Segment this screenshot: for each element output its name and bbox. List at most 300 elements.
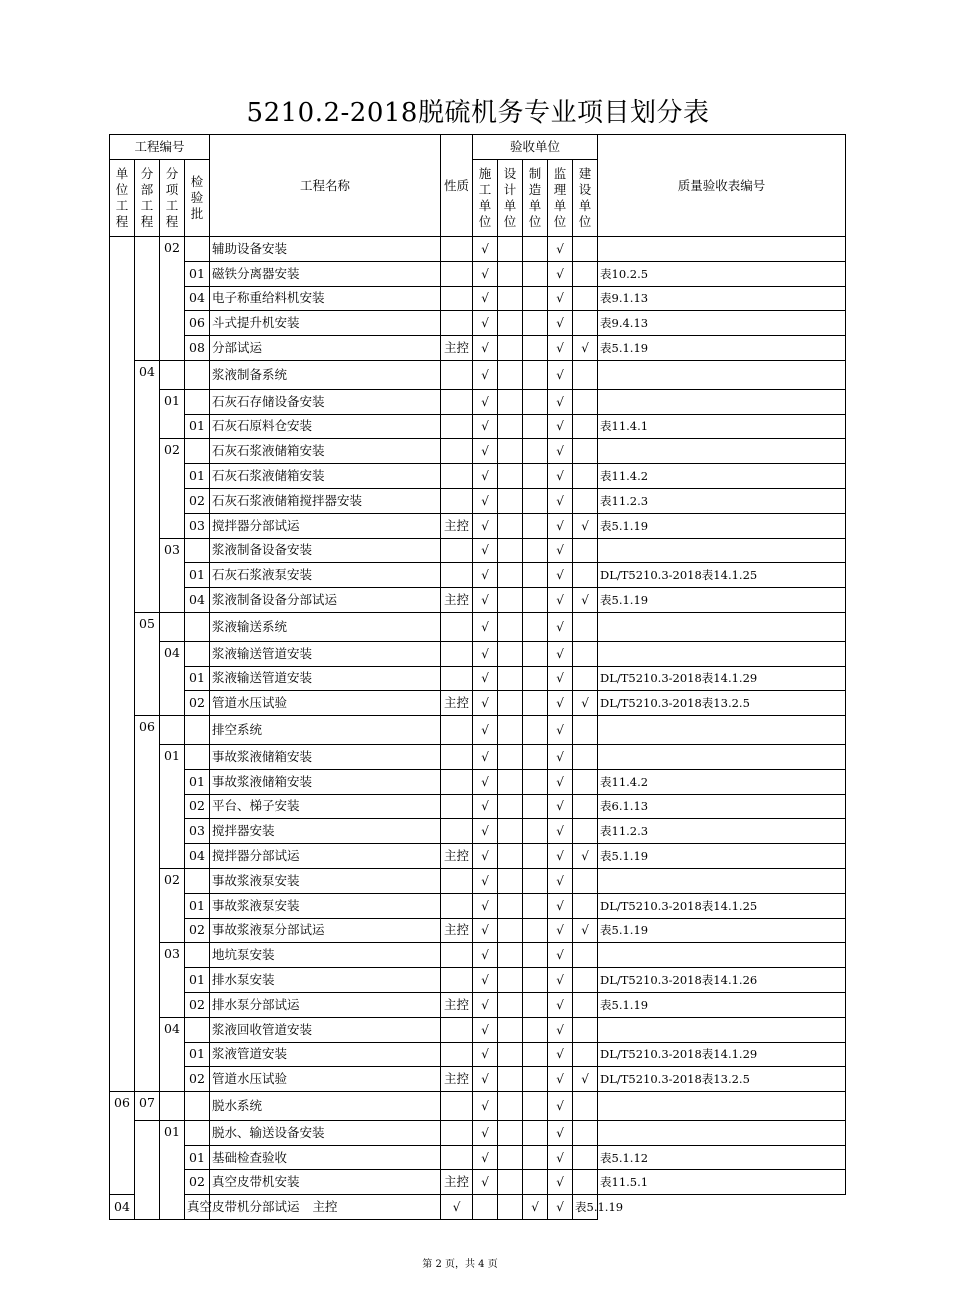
item-project-cell: 01 [160,744,185,868]
item-project-cell: 01 [160,389,185,439]
supervision-check-cell: √ [548,389,573,414]
table-row [110,563,846,588]
manufacture-check-cell [498,1195,523,1220]
form-no-cell [598,943,846,968]
supervision-check-cell: √ [548,1145,573,1170]
inspection-batch-cell: 02 [185,691,210,716]
table-row [110,893,846,918]
nature-cell [441,1120,473,1145]
manufacture-check-cell [523,389,548,414]
inspection-batch-cell: 04 [110,1195,135,1220]
owner-check-cell: √ [548,1195,573,1220]
inspection-batch-cell: 06 [185,311,210,336]
nature-cell: 主控 [441,513,473,538]
construction-check-cell: √ [473,464,498,489]
project-name-cell: 管道水压试验 [210,1067,441,1092]
item-project-cell [160,1092,185,1121]
construction-check-cell: √ [473,336,498,361]
table-row [110,488,846,513]
table-row [110,261,846,286]
construction-check-cell: √ [473,844,498,869]
nature-cell [441,819,473,844]
form-no-cell [598,612,846,641]
construction-check-cell: √ [473,414,498,439]
project-name-cell: 搅拌器安装 [210,819,441,844]
owner-check-cell [573,943,598,968]
project-name-cell: 排水泵分部试运 [210,992,441,1017]
table-row [110,1067,846,1092]
header-form-no: 质量验收表编号 [598,135,846,237]
manufacture-check-cell [523,1042,548,1067]
nature-cell: 主控 [441,918,473,943]
form-no-cell [598,1120,846,1145]
design-check-cell [498,439,523,464]
construction-check-cell: √ [473,513,498,538]
form-no-cell: DL/T5210.3-2018表13.2.5 [598,1067,846,1092]
design-check-cell [498,286,523,311]
construction-check-cell: √ [473,1120,498,1145]
project-name-cell: 事故浆液泵安装 [210,868,441,893]
form-no-cell: 表5.1.19 [598,992,846,1017]
nature-cell [441,1092,473,1121]
design-check-cell [498,1145,523,1170]
table-row [110,1120,846,1145]
supervision-check-cell: √ [548,819,573,844]
item-project-cell: 01 [160,1120,185,1219]
nature-cell [441,439,473,464]
nature-cell [441,666,473,691]
page-footer: 第 2 页，共 4 页 [422,1259,498,1270]
inspection-batch-cell [185,1120,210,1145]
header-code-group: 工程编号 [110,135,210,160]
nature-cell [441,868,473,893]
construction-check-cell: √ [473,744,498,769]
supervision-check-cell: √ [548,336,573,361]
owner-check-cell: √ [573,844,598,869]
owner-check-cell [573,666,598,691]
manufacture-check-cell [523,588,548,613]
supervision-check-cell: √ [548,992,573,1017]
header-sub-project: 分部工程 [135,160,160,237]
design-check-cell [498,588,523,613]
manufacture-check-cell [523,237,548,262]
construction-check-cell: √ [473,868,498,893]
table-row [110,389,846,414]
item-project-cell: 04 [160,1017,185,1091]
table-row [110,943,846,968]
project-name-cell: 基础检查验收 [210,1145,441,1170]
owner-check-cell [573,389,598,414]
unit-project-cell: 06 [110,1092,135,1195]
supervision-check-cell: √ [548,1017,573,1042]
table-row [110,286,846,311]
nature-cell [441,1145,473,1170]
nature-cell: 主控 [441,1170,473,1195]
supervision-check-cell: √ [548,918,573,943]
design-check-cell [498,513,523,538]
supervision-check-cell: √ [548,868,573,893]
project-name-cell: 石灰石浆液储箱搅拌器安装 [210,488,441,513]
supervision-check-cell: √ [548,744,573,769]
inspection-batch-cell [185,1092,210,1121]
design-check-cell [498,336,523,361]
item-project-cell: 04 [160,641,185,715]
nature-cell [441,744,473,769]
form-no-cell: 表5.1.19 [598,588,846,613]
inspection-batch-cell [185,716,210,745]
inspection-batch-cell: 01 [185,769,210,794]
design-check-cell [498,237,523,262]
project-name-cell: 浆液制备设备分部试运 [210,588,441,613]
design-check-cell [498,464,523,489]
project-name-cell: 平台、梯子安装 [210,794,441,819]
sub-project-cell: 04 [135,360,160,612]
nature-cell: 主控 [441,992,473,1017]
manufacture-check-cell [523,819,548,844]
supervision-check-cell: √ [548,666,573,691]
table-row [110,336,846,361]
form-no-cell [598,439,846,464]
design-check-cell [498,968,523,993]
project-name-cell: 石灰石存储设备安装 [210,389,441,414]
project-name-cell: 真空皮带机安装 [210,1170,441,1195]
construction-check-cell: √ [473,1067,498,1092]
manufacture-check-cell [523,488,548,513]
inspection-batch-cell: 01 [185,1145,210,1170]
nature-cell: 主控 [210,1195,441,1220]
owner-check-cell [573,744,598,769]
manufacture-check-cell [523,261,548,286]
sub-project-cell [135,237,160,361]
project-name-cell: 搅拌器分部试运 [210,844,441,869]
construction-check-cell: √ [473,563,498,588]
inspection-batch-cell: 04 [185,844,210,869]
supervision-check-cell: √ [548,1170,573,1195]
form-no-cell: 表11.2.3 [598,819,846,844]
design-check-cell [498,868,523,893]
form-no-cell: 表5.1.19 [598,844,846,869]
nature-cell [441,286,473,311]
table-row [110,844,846,869]
supervision-check-cell: √ [548,844,573,869]
table-row [110,918,846,943]
design-check-cell [498,360,523,389]
construction-check-cell: √ [473,237,498,262]
form-no-cell [598,744,846,769]
nature-cell [441,794,473,819]
project-name-cell: 斗式提升机安装 [210,311,441,336]
owner-check-cell [573,794,598,819]
table-row [110,968,846,993]
owner-check-cell [573,311,598,336]
header-project-name: 工程名称 [210,135,441,237]
construction-check-cell: √ [441,1195,473,1220]
design-check-cell [498,893,523,918]
inspection-batch-cell [185,641,210,666]
design-check-cell [498,744,523,769]
project-name-cell: 事故浆液泵安装 [210,893,441,918]
design-check-cell [498,844,523,869]
form-no-cell: 表5.1.19 [598,513,846,538]
inspection-batch-cell: 02 [185,918,210,943]
nature-cell [441,261,473,286]
project-name-cell: 辅助设备安装 [210,237,441,262]
manufacture-check-cell [523,691,548,716]
supervision-check-cell: √ [548,563,573,588]
design-check-cell [498,1017,523,1042]
design-check-cell [498,563,523,588]
owner-check-cell [573,1145,598,1170]
form-no-cell: DL/T5210.3-2018表14.1.25 [598,563,846,588]
manufacture-check-cell [523,1092,548,1121]
manufacture-check-cell [523,992,548,1017]
supervision-check-cell: √ [548,414,573,439]
header-supervision-unit: 监理单位 [548,160,573,237]
nature-cell [441,311,473,336]
construction-check-cell: √ [473,538,498,563]
form-no-cell: DL/T5210.3-2018表13.2.5 [598,691,846,716]
inspection-batch-cell [185,1017,210,1042]
owner-check-cell [573,716,598,745]
project-division-table [109,134,846,1220]
construction-check-cell: √ [473,992,498,1017]
project-name-cell: 浆液输送管道安装 [210,641,441,666]
supervision-check-cell: √ [548,1042,573,1067]
supervision-check-cell: √ [548,464,573,489]
design-check-cell [498,389,523,414]
supervision-check-cell: √ [548,794,573,819]
table-row [110,819,846,844]
construction-check-cell: √ [473,769,498,794]
supervision-check-cell: √ [548,261,573,286]
supervision-check-cell: √ [548,538,573,563]
inspection-batch-cell: 01 [185,563,210,588]
nature-cell: 主控 [441,1067,473,1092]
owner-check-cell [573,439,598,464]
owner-check-cell [573,464,598,489]
inspection-batch-cell: 02 [185,992,210,1017]
inspection-batch-cell [185,538,210,563]
supervision-check-cell: √ [548,691,573,716]
owner-check-cell [573,1017,598,1042]
manufacture-check-cell [523,513,548,538]
construction-check-cell: √ [473,918,498,943]
project-name-cell: 事故浆液储箱安装 [210,769,441,794]
manufacture-check-cell [523,1170,548,1195]
table-row [110,716,846,745]
supervision-check-cell: √ [548,237,573,262]
inspection-batch-cell: 01 [185,1042,210,1067]
form-no-cell: 表5.1.19 [573,1195,598,1220]
inspection-batch-cell [185,439,210,464]
table-row [110,1042,846,1067]
manufacture-check-cell [523,794,548,819]
item-project-cell [160,716,185,745]
project-name-cell: 浆液管道安装 [210,1042,441,1067]
header-unit-project: 单位工程 [110,160,135,237]
table-row [110,1170,846,1195]
form-no-cell [598,868,846,893]
form-no-cell: 表5.1.19 [598,918,846,943]
project-name-cell: 事故浆液泵分部试运 [210,918,441,943]
table-row [110,744,846,769]
unit-project-cell [110,237,135,1092]
nature-cell [441,360,473,389]
nature-cell [441,1017,473,1042]
nature-cell [441,893,473,918]
project-name-cell: 浆液输送系统 [210,612,441,641]
manufacture-check-cell [523,893,548,918]
project-name-cell: 搅拌器分部试运 [210,513,441,538]
owner-check-cell: √ [573,336,598,361]
nature-cell [441,538,473,563]
supervision-check-cell: √ [548,311,573,336]
construction-check-cell: √ [473,360,498,389]
supervision-check-cell: √ [548,1092,573,1121]
manufacture-check-cell [523,1120,548,1145]
form-no-cell [598,538,846,563]
form-no-cell: 表9.4.13 [598,311,846,336]
construction-check-cell: √ [473,488,498,513]
header-manufacture-unit: 制造单位 [523,160,548,237]
form-no-cell: 表10.2.5 [598,261,846,286]
form-no-cell: 表11.2.3 [598,488,846,513]
manufacture-check-cell [523,464,548,489]
manufacture-check-cell [523,336,548,361]
manufacture-check-cell [523,612,548,641]
item-project-cell [160,360,185,389]
table-row [110,691,846,716]
design-check-cell [498,1170,523,1195]
construction-check-cell: √ [473,261,498,286]
design-check-cell [498,1067,523,1092]
sub-project-cell: 06 [135,716,160,1092]
construction-check-cell: √ [473,389,498,414]
inspection-batch-cell [185,237,210,262]
owner-check-cell [573,538,598,563]
nature-cell: 主控 [441,844,473,869]
table-row [110,414,846,439]
manufacture-check-cell [523,844,548,869]
form-no-cell: 表5.1.19 [598,336,846,361]
owner-check-cell [573,1120,598,1145]
project-name-cell: 浆液回收管道安装 [210,1017,441,1042]
form-no-cell [598,716,846,745]
owner-check-cell: √ [573,588,598,613]
owner-check-cell: √ [573,1067,598,1092]
nature-cell [441,563,473,588]
design-check-cell [498,819,523,844]
item-project-cell: 03 [160,943,185,1017]
manufacture-check-cell [523,286,548,311]
construction-check-cell: √ [473,1092,498,1121]
inspection-batch-cell [185,389,210,414]
inspection-batch-cell: 01 [185,666,210,691]
project-name-cell: 磁铁分离器安装 [210,261,441,286]
nature-cell [441,488,473,513]
manufacture-check-cell [523,360,548,389]
manufacture-check-cell [523,1067,548,1092]
project-name-cell: 地坑泵安装 [210,943,441,968]
construction-check-cell: √ [473,612,498,641]
design-check-cell [498,641,523,666]
construction-check-cell: √ [473,641,498,666]
owner-check-cell [573,1092,598,1121]
manufacture-check-cell [523,868,548,893]
manufacture-check-cell [523,744,548,769]
manufacture-check-cell [523,439,548,464]
inspection-batch-cell [185,943,210,968]
construction-check-cell: √ [473,794,498,819]
design-check-cell [498,311,523,336]
supervision-check-cell: √ [548,641,573,666]
construction-check-cell: √ [473,968,498,993]
table-row [110,464,846,489]
project-name-cell: 石灰石浆液储箱安装 [210,439,441,464]
manufacture-check-cell [523,666,548,691]
manufacture-check-cell [523,1017,548,1042]
inspection-batch-cell: 04 [185,588,210,613]
owner-check-cell [573,968,598,993]
owner-check-cell: √ [573,918,598,943]
manufacture-check-cell [523,1145,548,1170]
construction-check-cell: √ [473,716,498,745]
nature-cell [441,1042,473,1067]
inspection-batch-cell: 01 [185,968,210,993]
manufacture-check-cell [523,918,548,943]
header-nature: 性质 [441,135,473,237]
design-check-cell [498,943,523,968]
header-construction-unit: 施工单位 [473,160,498,237]
item-project-cell: 02 [160,237,185,361]
design-check-cell [498,666,523,691]
manufacture-check-cell [523,769,548,794]
inspection-batch-cell: 08 [185,336,210,361]
table-row [110,666,846,691]
table-row [110,588,846,613]
nature-cell [441,943,473,968]
nature-cell [441,464,473,489]
design-check-cell [473,1195,498,1220]
inspection-batch-cell: 03 [185,513,210,538]
design-check-cell [498,612,523,641]
header-owner-unit: 建设单位 [573,160,598,237]
construction-check-cell: √ [473,1145,498,1170]
inspection-batch-cell [185,744,210,769]
table-row [110,1092,846,1121]
header-inspection-batch: 检验批 [185,160,210,237]
manufacture-check-cell [523,538,548,563]
owner-check-cell [573,563,598,588]
project-name-cell: 石灰石原料仓安装 [210,414,441,439]
form-no-cell: 表11.4.2 [598,464,846,489]
project-name-cell: 浆液制备系统 [210,360,441,389]
manufacture-check-cell [523,716,548,745]
construction-check-cell: √ [473,819,498,844]
owner-check-cell [573,261,598,286]
supervision-check-cell: √ [548,513,573,538]
supervision-check-cell: √ [548,488,573,513]
project-name-cell: 石灰石浆液泵安装 [210,563,441,588]
design-check-cell [498,716,523,745]
nature-cell: 主控 [441,336,473,361]
supervision-check-cell: √ [548,769,573,794]
project-name-cell: 管道水压试验 [210,691,441,716]
construction-check-cell: √ [473,691,498,716]
project-name-cell: 事故浆液储箱安装 [210,744,441,769]
owner-check-cell [573,237,598,262]
supervision-check-cell: √ [548,968,573,993]
